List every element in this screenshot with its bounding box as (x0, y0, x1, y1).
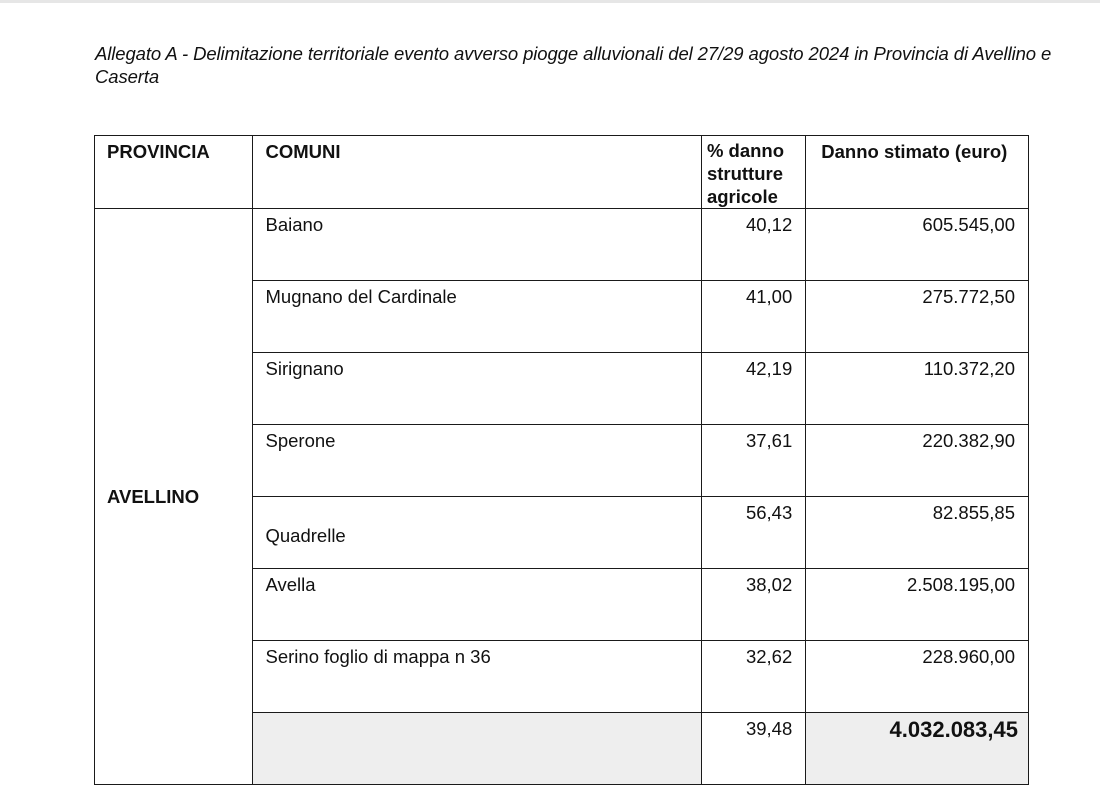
document-caption: Allegato A - Delimitazione territoriale evento avverso piogge alluvionali del 27/29 agosto 2024 in Provincia di Avellino e Caserta (95, 43, 1052, 87)
percent-cell: 42,19 (701, 353, 805, 425)
total-percent-cell: 39,48 (701, 713, 805, 785)
header-percent-line3: agricole (706, 186, 778, 207)
header-provincia: PROVINCIA (95, 136, 253, 209)
comune-cell: Mugnano del Cardinale (252, 281, 701, 353)
danno-cell: 605.545,00 (806, 209, 1029, 281)
danno-cell: 228.960,00 (806, 641, 1029, 713)
percent-cell: 41,00 (701, 281, 805, 353)
danno-cell: 275.772,50 (806, 281, 1029, 353)
damage-table-container (94, 135, 1029, 785)
percent-cell: 37,61 (701, 425, 805, 497)
comune-cell: Quadrelle (252, 497, 701, 569)
percent-cell: 32,62 (701, 641, 805, 713)
header-percent-line2: strutture (706, 163, 783, 184)
danno-cell: 2.508.195,00 (806, 569, 1029, 641)
comune-cell: Avella (252, 569, 701, 641)
comune-cell: Sirignano (252, 353, 701, 425)
header-comuni: COMUNI (252, 136, 701, 209)
header-danno-stimato: Danno stimato (euro) (806, 136, 1029, 209)
comune-cell: Serino foglio di mappa n 36 (252, 641, 701, 713)
danno-cell: 82.855,85 (806, 497, 1029, 569)
table-header-row (95, 136, 1029, 209)
percent-cell: 40,12 (701, 209, 805, 281)
table-row (95, 209, 1029, 281)
damage-table (94, 135, 1029, 785)
top-border-strip (0, 0, 1100, 3)
total-comune-cell (252, 713, 701, 785)
provincia-cell: AVELLINO (95, 209, 253, 785)
total-danno-cell: 4.032.083,45 (806, 713, 1029, 785)
header-percent-line1: % danno (706, 140, 785, 161)
percent-cell: 38,02 (701, 569, 805, 641)
percent-cell: 56,43 (701, 497, 805, 569)
header-percent-danno (701, 136, 805, 209)
comune-cell: Sperone (252, 425, 701, 497)
comune-cell: Baiano (252, 209, 701, 281)
danno-cell: 110.372,20 (806, 353, 1029, 425)
danno-cell: 220.382,90 (806, 425, 1029, 497)
